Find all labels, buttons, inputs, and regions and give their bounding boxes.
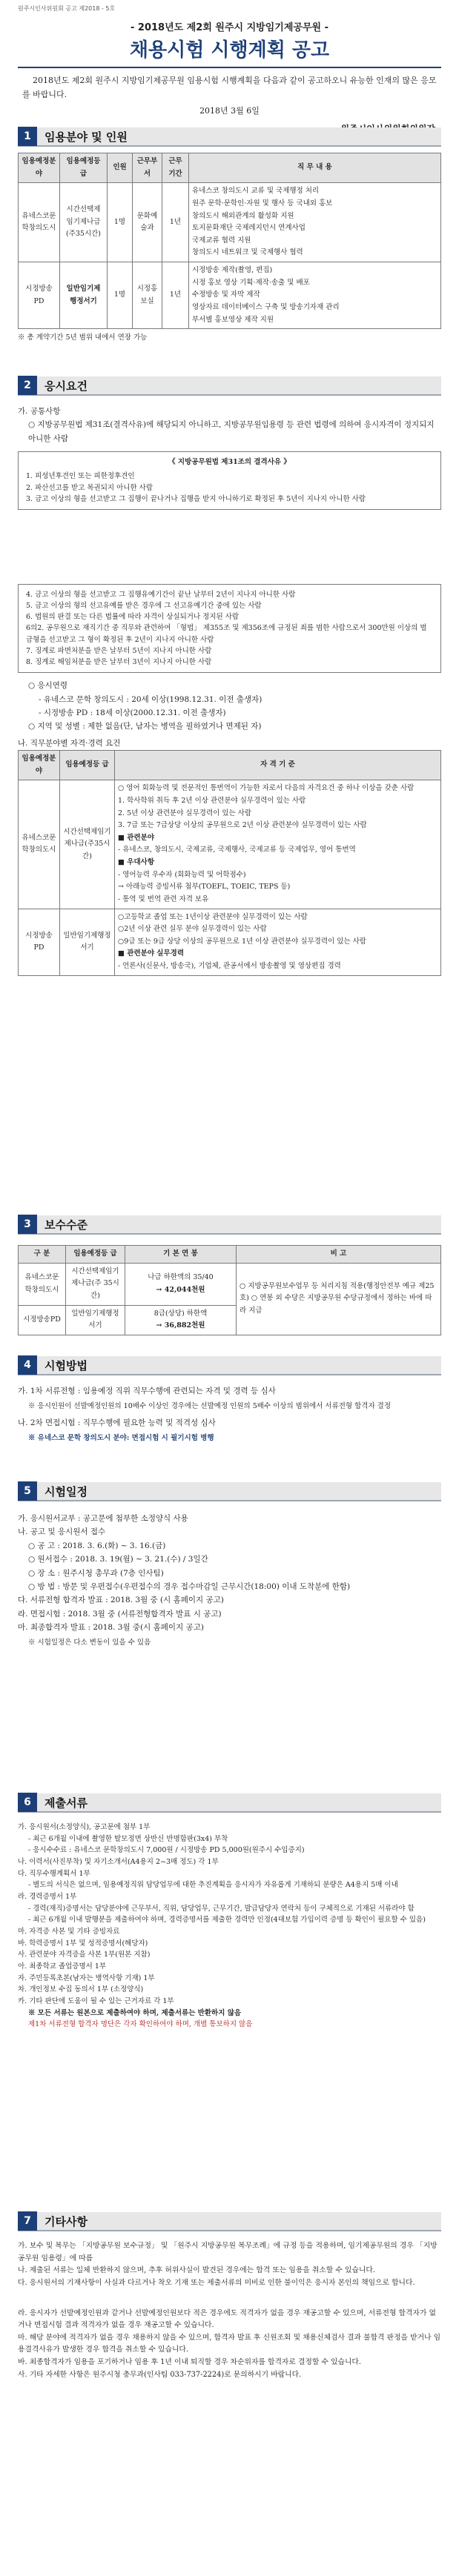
cell-count: 1명 bbox=[108, 183, 133, 262]
page-gap bbox=[18, 2290, 441, 2308]
box-item: 6. 법원의 판결 또는 다른 법률에 따라 자격이 상실되거나 정지된 사람 bbox=[26, 613, 240, 622]
cell-grade bbox=[60, 262, 108, 329]
misc-item: 나. 제출된 서류는 일체 반환하지 않으며, 추후 허위사실이 발견된 경우에는 합격 또는 임용을 취소할 수 있습니다. bbox=[18, 2266, 375, 2275]
table-header-row bbox=[19, 1246, 441, 1264]
criteria-line: ■ 관련분야 bbox=[118, 833, 154, 842]
document-number: 원주시인사위원회 공고 제2018 - 5호 bbox=[18, 5, 116, 12]
pay-basis: 나급 하한액의 35/40 bbox=[148, 1272, 214, 1281]
section-title: 임용분야 및 인원 bbox=[44, 130, 128, 144]
cell-grade: 일반임기제행정서기 bbox=[60, 909, 115, 975]
pay-amount: → 42,044천원 bbox=[156, 1285, 205, 1294]
section-1-header bbox=[18, 127, 441, 147]
criteria-line: ○ 영어 회화능력 및 전문적인 통번역이 가능한 자로서 다음의 자격요건 중 하나 이상을 갖춘 사람 bbox=[118, 784, 415, 793]
schedule-item: 나. 공고 및 응시원서 접수 bbox=[18, 1527, 106, 1537]
misc-item: 사. 기타 자세한 사항은 원주시청 총무과(인사팀 033-737-2224)로 문의하시기 바랍니다. bbox=[18, 2370, 302, 2379]
cell-criteria bbox=[115, 780, 441, 909]
table-row bbox=[19, 262, 441, 329]
schedule-sub: ○ 장 소 : 원주시청 총무과 (7층 인사팀) bbox=[28, 1568, 164, 1578]
duty-item: 유네스코 창의도시 교류 및 국제행정 처리 bbox=[192, 187, 320, 196]
doc-sub: - 응시수수료 : 유네스코 문학창의도시 7,000원 / 시정방송 PD 5,000원(원주시 수입증지) bbox=[28, 1846, 305, 1855]
col-header: 임용예정등 급 bbox=[60, 751, 115, 780]
cell-remark: ○ 지방공무원보수업무 등 처리지침 적용(행정안전부 예규 제25호) ○ 연봉 외 수당은 지방공무원 수당규정에서 정하는 바에 따라 지급 bbox=[237, 1263, 441, 1335]
doc-item: 사. 관련분야 자격증을 사본 1부(원본 지참) bbox=[18, 1951, 151, 1959]
schedule-sub: ○ 방 법 : 방문 및 우편접수(우편접수의 경우 접수마감일 근무시간(18:00) 이내 도착분에 한함) bbox=[28, 1581, 351, 1591]
section-3-header bbox=[18, 1215, 441, 1235]
duty-item: 원주 문학·문학인·자원 및 행사 등 국내외 홍보 bbox=[192, 199, 333, 208]
doc-item: 라. 경력증명서 1부 bbox=[18, 1893, 77, 1902]
misc-item: 가. 보수 및 복무는 「지방공무원 보수규정」 및 「원주시 지방공무원 복무조례」에 규정 등을 적용하며, 임기제공무원의 경우 「지방공무원 임용령」에 따름 bbox=[18, 2242, 437, 2263]
misc-item: 라. 응시자가 선발예정인원과 같거나 선발예정인원보다 적은 경우에도 적격자가 없을 경우 재공고할 수 있으며, 서류전형 합격자가 없거나 면접시험 결과 적격자가 없을 경우 재공고할 수 있습니다. bbox=[18, 2308, 436, 2330]
method-note-highlight: ※ 유네스코 문학 창의도시 분야: 면접시험 시 필기시험 병행 bbox=[28, 1434, 214, 1443]
section-number: 6 bbox=[18, 1793, 37, 1812]
schedule-item: 라. 면접시험 : 2018. 3월 중 (서류전형합격자 발표 시 공고) bbox=[18, 1609, 222, 1619]
cell-field: 유네스코문학창의도시 bbox=[19, 183, 60, 262]
age-item: - 유네스코 문학 창의도시 : 20세 이상(1998.12.31. 이전 출생자) bbox=[39, 694, 262, 704]
cell-grade: 시간선택제임기제나급(주 35시간) bbox=[66, 1263, 125, 1305]
criteria-line: - 언론사(신문사, 방송국), 기업체, 관공서에서 방송촬영 및 영상편집 경력 bbox=[118, 962, 341, 971]
criteria-line: - 유네스코, 창의도시, 국제교류, 국제행사, 국제교류 등 국제업무, 영어 통번역 bbox=[118, 846, 356, 854]
misc-item: 다. 응시원서의 기재사항이 사실과 다르거나 착오 기재 또는 제출서류의 미비로 인한 불이익은 응시자 본인의 책임으로 합니다. bbox=[18, 2278, 415, 2287]
criteria-line: 1. 학사학위 취득 후 2년 이상 관련분야 실무경력이 있는 사람 bbox=[118, 796, 306, 805]
box-title: 《 지방공무원법 제31조의 결격사유 》 bbox=[168, 458, 291, 467]
box-item: 7. 징계로 파면처분을 받은 날부터 5년이 지나지 아니한 사람 bbox=[26, 646, 212, 655]
col-header: 임용예정등 급 bbox=[60, 153, 108, 183]
section-title: 보수수준 bbox=[44, 1218, 87, 1232]
disqualification-box-continued bbox=[18, 584, 441, 673]
duty-item: 창의도시 해외관계의 활성화 지원 bbox=[192, 211, 294, 220]
duty-item: 부서별 홍보영상 제작 지원 bbox=[192, 315, 274, 324]
col-header: 임용예정분 야 bbox=[19, 751, 60, 780]
col-header: 기 본 연 봉 bbox=[125, 1246, 237, 1264]
cell-field: 시정방송PD bbox=[19, 1305, 66, 1335]
cell-period: 1년 bbox=[162, 183, 189, 262]
doc-sub: - 최근 6개월 이내 발행분을 제출하여야 하며, 경력증명서를 제출한 경력만 인정(4대보험 가입이력 증명 등 확인이 필요할 수 있음) bbox=[28, 1916, 426, 1925]
box-item: 3. 금고 이상의 형을 선고받고 그 집행이 끝나거나 집행을 받지 아니하기로 확정된 후 5년이 지나지 아니한 사람 bbox=[26, 494, 366, 503]
schedule-sub: ○ 원서접수 : 2018. 3. 19(월) ~ 3. 21.(수) / 3일간 bbox=[28, 1555, 208, 1564]
qualification-table bbox=[18, 750, 441, 976]
section-5-body bbox=[18, 1512, 441, 1650]
cell-count: 1명 bbox=[108, 262, 133, 329]
title-divider bbox=[18, 67, 441, 68]
age-item: - 시정방송 PD : 18세 이상(2000.12.31. 이전 출생자) bbox=[39, 708, 226, 717]
box-item: 6의2. 공무원으로 재직기간 중 직무와 관련하여 「형법」 제355조 및 제356조에 규정된 죄를 범한 사람으로서 300만원 이상의 벌금형을 선고받고 그 형이 확정된 후 2년이 지나지 아니한 사람 bbox=[26, 624, 427, 644]
cell-period: 1년 bbox=[162, 262, 189, 329]
section-2-body bbox=[18, 405, 441, 976]
cell-field: 유네스코문학창의도시 bbox=[19, 1263, 66, 1305]
doc-item: 아. 최종학교 졸업증명서 1부 bbox=[18, 1962, 107, 1971]
col-header: 비 고 bbox=[237, 1246, 441, 1264]
intro-paragraph: 2018년도 제2회 원주시 지방임기제공무원 임용시험 시행계획을 다음과 같이 공고하오니 유능한 인재의 많은 응모를 바랍니다. bbox=[22, 76, 437, 99]
section-5-header bbox=[18, 1482, 441, 1501]
box-item: 4. 금고 이상의 형을 선고받고 그 집행유예기간이 끝난 날부터 2년이 지나지 아니한 사람 bbox=[26, 590, 296, 599]
section-title: 제출서류 bbox=[44, 1796, 87, 1810]
table-header-row bbox=[19, 153, 441, 183]
method-note: ※ 응시인원이 선발예정인원의 10배수 이상인 경우에는 선발예정 인원의 5배수 이상의 범위에서 서류전형 합격자 결정 bbox=[28, 1402, 392, 1411]
disqualification-box bbox=[18, 451, 441, 510]
section-2-header bbox=[18, 376, 441, 396]
subheading: 나. 직무분야별 자격·경력 요건 bbox=[18, 738, 121, 748]
duty-item: 국제교류 협력 지원 bbox=[192, 236, 251, 245]
criteria-line: ○9급 또는 9급 상당 이상의 공무원으로 1년 이상 관련분야 실무경력이 있는 사람 bbox=[118, 937, 366, 946]
section-number: 4 bbox=[18, 1355, 37, 1375]
table-row bbox=[19, 780, 441, 909]
cell-duties bbox=[189, 183, 441, 262]
schedule-note: ※ 시험일정은 다소 변동이 있을 수 있음 bbox=[28, 1639, 151, 1647]
section-number: 5 bbox=[18, 1481, 37, 1501]
grade-text: 일반임기제행정서기 bbox=[66, 284, 101, 305]
cell-pay bbox=[125, 1263, 237, 1305]
section-number: 3 bbox=[18, 1215, 37, 1234]
doc-sub: - 경력(재직)증명서는 담당분야에 근무부서, 직위, 담당업무, 근무기간, 발급담당자 연락처 등이 구체적으로 기재된 서류라야 함 bbox=[28, 1904, 415, 1913]
box-item: 8. 징계로 해임처분을 받은 날부터 3년이 지나지 아니한 사람 bbox=[26, 658, 212, 666]
age-heading: ○ 응시연령 bbox=[28, 681, 68, 691]
schedule-item: 가. 응시원서교부 : 공고문에 첨부한 소정양식 사용 bbox=[18, 1514, 188, 1523]
table-row bbox=[19, 909, 441, 975]
cell-pay bbox=[125, 1305, 237, 1335]
criteria-line: ○2년 이상 관련 실무 분야 실무경력이 있는 사람 bbox=[118, 925, 267, 934]
table-row bbox=[19, 183, 441, 262]
cell-field: 시정방송PD bbox=[19, 909, 60, 975]
duty-item: 토지문화재단 국제레지던시 연계사업 bbox=[192, 224, 306, 233]
subheading: 가. 공통사항 bbox=[18, 407, 61, 416]
col-header: 임용예정분 야 bbox=[19, 153, 60, 183]
box-item: 5. 금고 이상의 형의 선고유예를 받은 경우에 그 선고유예기간 중에 있는 사람 bbox=[26, 602, 262, 611]
section-7-body bbox=[18, 2240, 441, 2381]
section-4-header bbox=[18, 1356, 441, 1375]
criteria-line: ○고등학교 졸업 또는 1년이상 관련분야 실무경력이 있는 사람 bbox=[118, 912, 308, 921]
doc-item: 차. 개인정보 수집 동의서 1부 (소정양식) bbox=[18, 1985, 144, 1994]
cell-grade: 일반임기제행정서기 bbox=[66, 1305, 125, 1335]
cell-dept: 문화예술과 bbox=[133, 183, 162, 262]
method-item: 나. 2차 면접시험 : 직무수행에 필요한 능력 및 적격성 심사 bbox=[18, 1418, 216, 1427]
duty-item: 창의도시 네트워크 및 국제행사 협력 bbox=[192, 248, 303, 257]
col-header: 자 격 기 준 bbox=[115, 751, 441, 780]
table-header-row bbox=[19, 751, 441, 780]
section-3-body bbox=[18, 1245, 441, 1335]
col-header: 근무부서 bbox=[133, 153, 162, 183]
cell-criteria bbox=[115, 909, 441, 975]
table-row bbox=[19, 1263, 441, 1305]
doc-item: 다. 직무수행계획서 1부 bbox=[18, 1869, 90, 1878]
schedule-item: 마. 최종합격자 발표 : 2018. 3월 중(시 홈페이지 공고) bbox=[18, 1623, 204, 1632]
section-title: 응시요건 bbox=[44, 379, 87, 393]
section-title: 기타사항 bbox=[44, 2214, 87, 2228]
criteria-line: - 영어능력 우수자 (회화능력 및 어학점수) bbox=[118, 870, 246, 879]
cell-field: 유네스코문학창의도시 bbox=[19, 780, 60, 909]
section-6-body bbox=[18, 1822, 441, 2031]
misc-item: 바. 최종합격자가 임용을 포기하거나 임용 후 1년 이내 퇴직할 경우 차순위자를 합격자로 결정할 수 있습니다. bbox=[18, 2358, 362, 2367]
box-item: 1. 피성년후견인 또는 피한정후견인 bbox=[26, 472, 135, 481]
doc-item: 마. 자격증 사본 및 기타 증빙자료 bbox=[18, 1928, 120, 1936]
section-title: 시험일정 bbox=[44, 1484, 87, 1498]
duty-item: 영상자료 데이터베이스 구축 및 방송기자재 관리 bbox=[192, 302, 340, 311]
section-number: 7 bbox=[18, 2211, 37, 2231]
section-6-header bbox=[18, 1793, 441, 1813]
positions-table bbox=[18, 153, 441, 329]
method-item: 가. 1차 서류전형 : 임용예정 직위 직무수행에 관련되는 자격 및 경력 등 심사 bbox=[18, 1387, 276, 1395]
col-header: 인원 bbox=[108, 153, 133, 183]
schedule-item: 다. 서류전형 합격자 발표 : 2018. 3월 중 (시 홈페이지 공고) bbox=[18, 1596, 224, 1605]
cell-grade: 시간선택제임기제나급(주35시간) bbox=[60, 780, 115, 909]
section-number: 1 bbox=[18, 127, 37, 146]
section-1-body bbox=[18, 153, 441, 345]
col-header: 임용예정등 급 bbox=[66, 1246, 125, 1264]
salary-table bbox=[18, 1245, 441, 1335]
cell-grade: 시간선택제임기제나급(주35시간) bbox=[60, 183, 108, 262]
doc-note: ※ 모든 서류는 원본으로 제출하여야 하며, 제출서류는 반환하지 않음 bbox=[28, 2008, 242, 2017]
criteria-line: 3. 7급 또는 7급상당 이상의 공무원으로 2년 이상 관련분야 실무경력이 있는 사람 bbox=[118, 821, 367, 830]
schedule-sub: ○ 공 고 : 2018. 3. 6.(화) ~ 3. 16.(금) bbox=[28, 1541, 166, 1550]
duty-item: 수정방송 및 자막 제작 bbox=[192, 291, 260, 299]
cell-duties bbox=[189, 262, 441, 329]
common-requirement: ○ 지방공무원법 제31조(결격사유)에 해당되지 아니하고, 지방공무원임용령 등 관련 법령에 의하여 응시자격이 정지되지 아니한 사람 bbox=[28, 420, 435, 443]
section-7-header bbox=[18, 2212, 441, 2231]
doc-note-red: 제1차 서류전형 합격자 명단은 각자 확인하여야 하며, 개별 통보하지 않음 bbox=[28, 2020, 253, 2029]
section-number: 2 bbox=[18, 376, 37, 395]
criteria-line: ■ 우대사항 bbox=[118, 858, 154, 867]
notice-date: 2018년 3월 6일 bbox=[199, 106, 260, 116]
pay-basis: 8급(상당) 하한액 bbox=[153, 1309, 208, 1318]
doc-sub: - 최근 6개월 이내에 촬영한 탈모정면 상반신 반명함판(3x4) 부착 bbox=[28, 1834, 228, 1843]
criteria-line: - 통역 및 번역 관련 자격 보유 bbox=[118, 894, 209, 903]
misc-item: 마. 해당 분야에 적격자가 없을 경우 채용하지 않을 수 있으며, 합격자 발표 후 신원조회 및 채용신체검사 결과 불합격 판정을 받거나 임용결격사유가 발생한 경우 합격을 취소할 수 있습니다. bbox=[18, 2333, 441, 2354]
doc-item: 자. 주민등록초본(남자는 병역사항 기재) 1부 bbox=[18, 1974, 155, 1982]
doc-item: 바. 학력증명서 1부 및 성적증명서(해당자) bbox=[18, 1939, 148, 1948]
box-item: 2. 파산선고를 받고 복권되지 아니한 사람 bbox=[26, 483, 153, 492]
col-header: 근무기간 bbox=[162, 153, 189, 183]
doc-sub: - 별도의 서식은 없으며, 임용예정직위 담당업무에 대한 추진계획을 응시자가 자유롭게 기재하되 분량은 A4용지 5매 이내 bbox=[28, 1881, 398, 1890]
criteria-line: 2. 5년 이상 관련분야 실무경력이 있는 사람 bbox=[118, 809, 252, 817]
section-title: 시험방법 bbox=[44, 1358, 87, 1372]
pay-amount: → 36,882천원 bbox=[156, 1321, 205, 1330]
col-header: 구 분 bbox=[19, 1246, 66, 1264]
duty-item: 시정방송 제작(촬영, 편집) bbox=[192, 266, 273, 274]
cell-field: 시정방송PD bbox=[19, 262, 60, 329]
notice-title: 채용시험 시행계획 공고 bbox=[129, 39, 330, 62]
criteria-line: → 아래능력 증빙서류 첨부(TOEFL, TOEIC, TEPS 등) bbox=[118, 883, 291, 892]
section-4-body bbox=[18, 1384, 441, 1445]
page-gap bbox=[18, 510, 441, 584]
doc-item: 나. 이력서(사진부착) 및 자기소개서(A4용지 2~3매 정도) 각 1부 bbox=[18, 1858, 219, 1867]
duty-item: 시정 홍보 영상 기획·제작·송출 및 배포 bbox=[192, 278, 310, 287]
positions-footnote: ※ 총 계약기간 5년 범위 내에서 연장 가능 bbox=[18, 333, 148, 342]
cell-dept: 시정홍보실 bbox=[133, 262, 162, 329]
region-sex: ○ 지역 및 성별 : 제한 없음(단, 남자는 병역을 필하였거나 면제된 자) bbox=[28, 722, 262, 731]
col-header: 직 무 내 용 bbox=[189, 153, 441, 183]
notice-subtitle: - 2018년도 제2회 원주시 지방임기제공무원 - bbox=[130, 22, 329, 33]
doc-item: 카. 기타 판단에 도움이 될 수 있는 근거자료 각 1부 bbox=[18, 1997, 174, 2006]
doc-item: 가. 응시원서(소정양식), 공고문에 첨부 1부 bbox=[18, 1823, 151, 1831]
criteria-line: ■ 관련분야 실무경력 bbox=[118, 949, 185, 958]
